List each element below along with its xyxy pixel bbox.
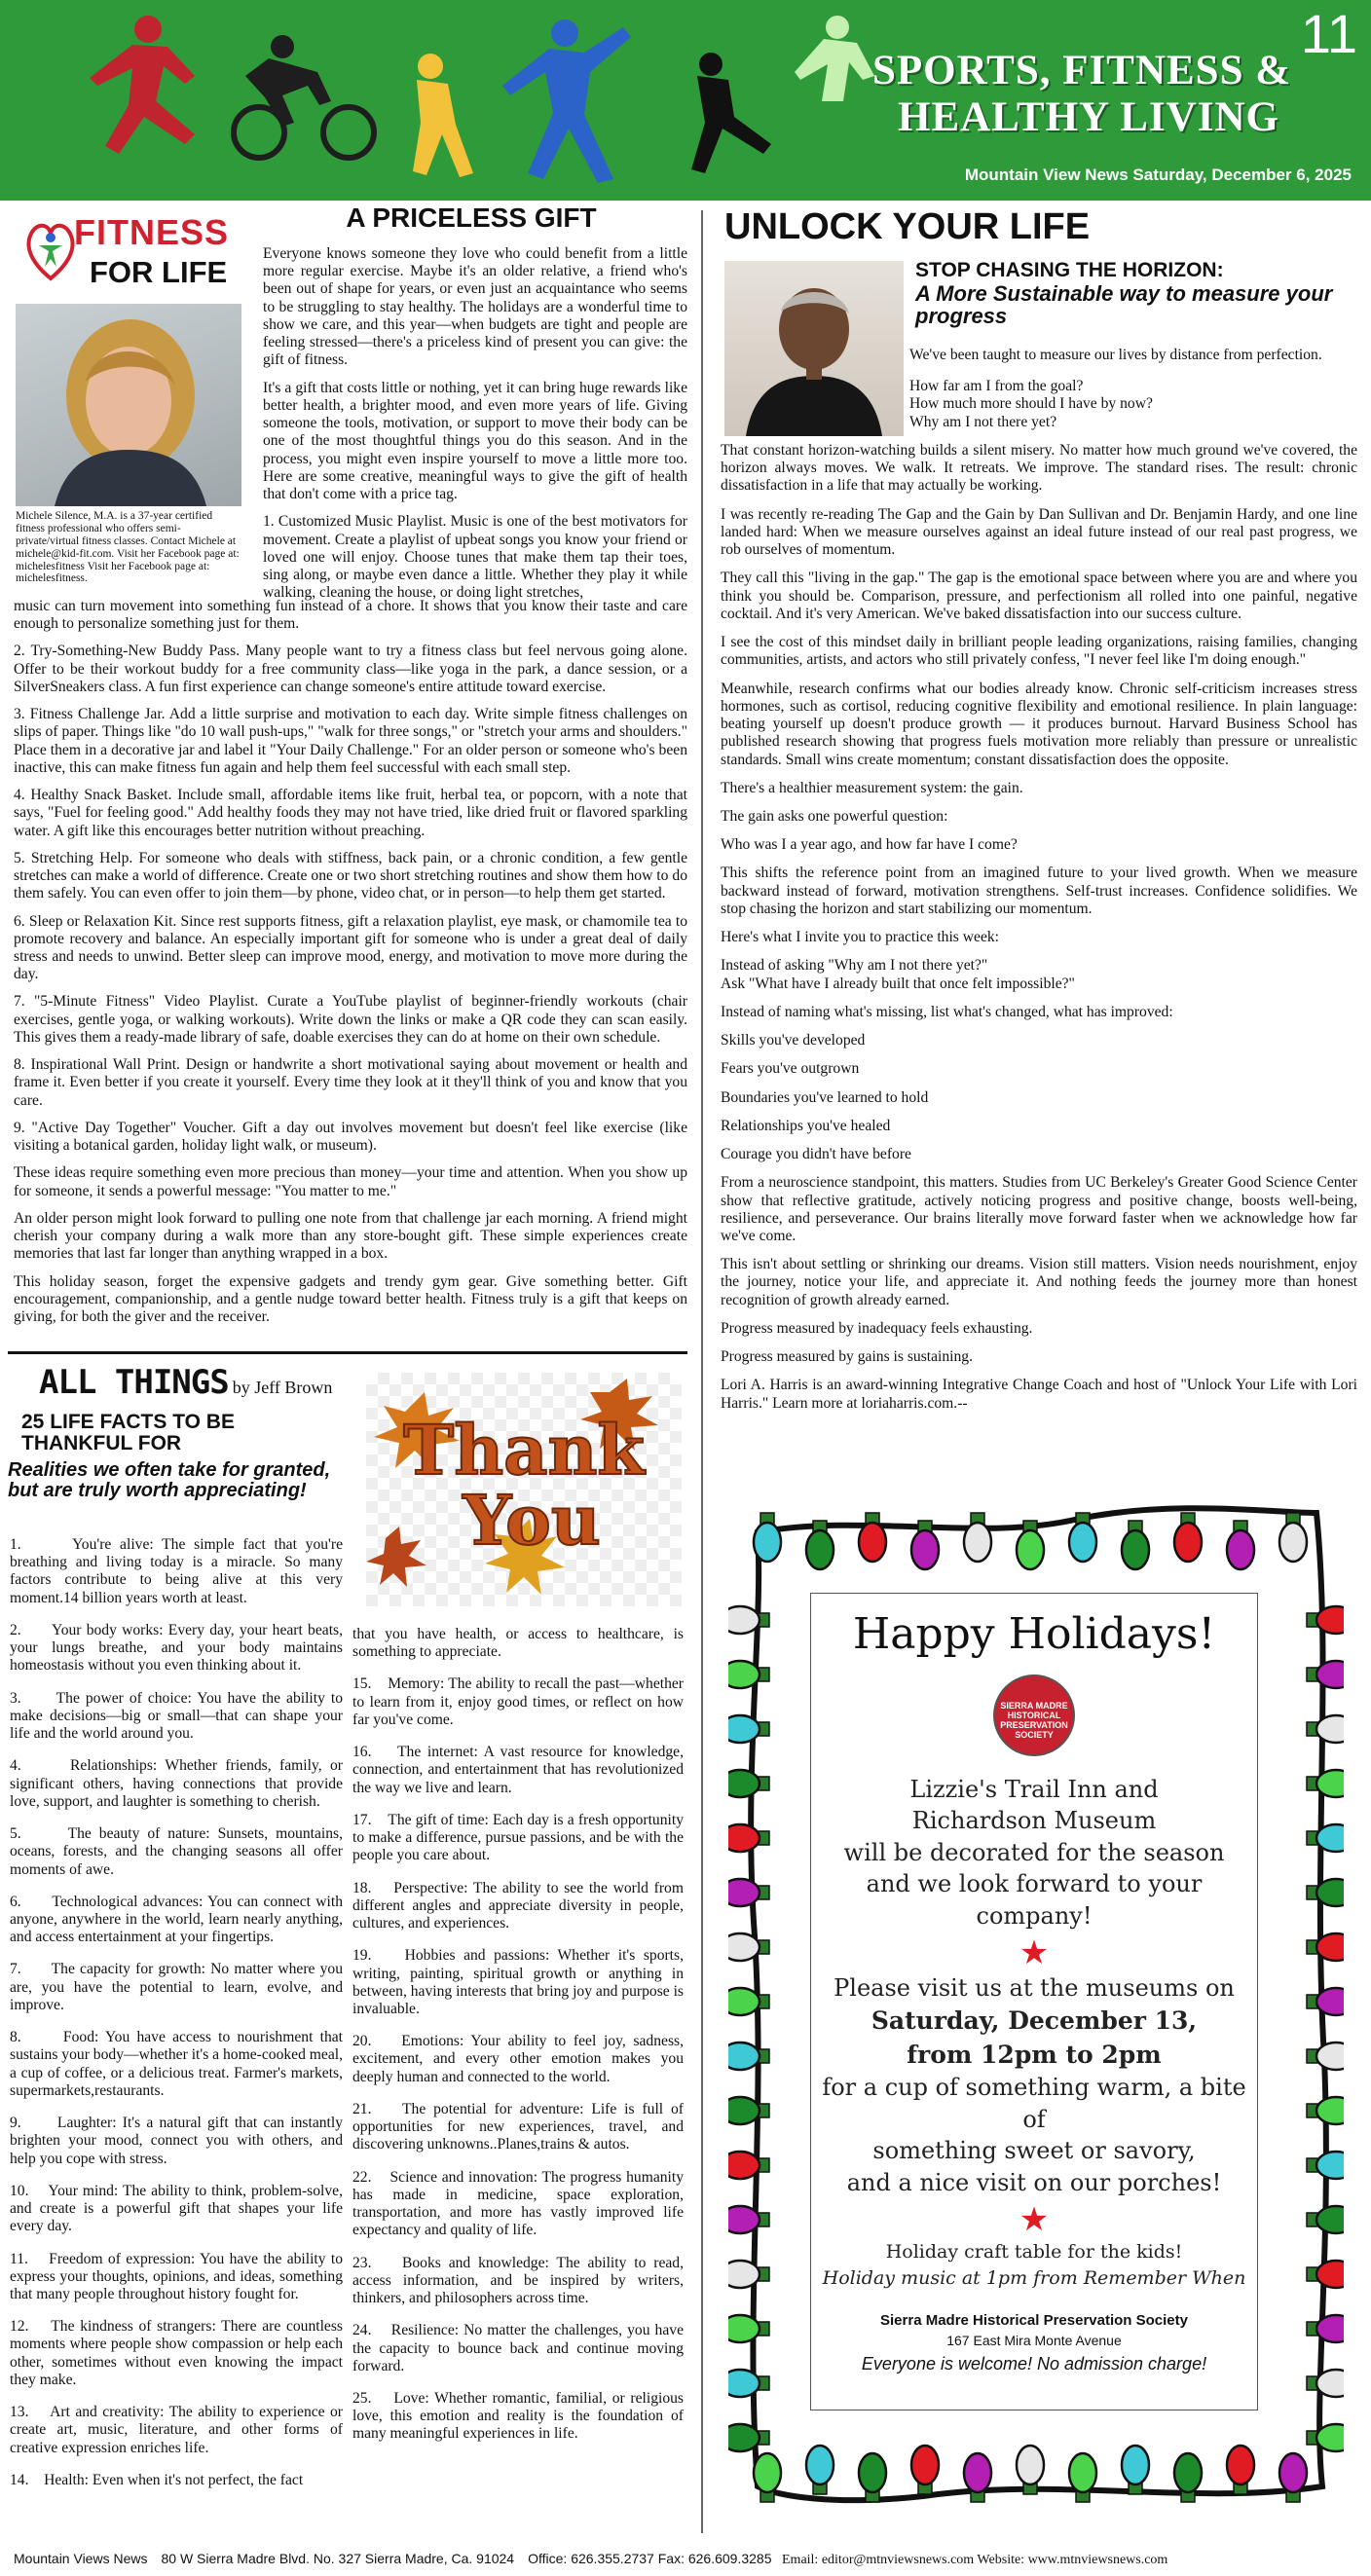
paragraph: Instead of asking "Why am I not there yet?" bbox=[721, 957, 988, 975]
holiday-advertisement bbox=[728, 1474, 1344, 2529]
author-photo-michele bbox=[16, 304, 241, 506]
list-item: 25. Love: Whether romantic, familial, or religious love, this emotion and reality is the foundation of many meaningful experiences in life. bbox=[352, 2389, 684, 2443]
life-facts-subhead: Realities we often take for granted, but are truly worth appreciating! bbox=[8, 1459, 331, 1501]
paragraph: Ask "What have I already built that once felt impossible?" bbox=[721, 975, 1075, 992]
paragraph: Progress measured by inadequacy feels exhausting. bbox=[721, 1319, 1033, 1337]
list-item: 17. The gift of time: Each day is a fresh opportunity to make a difference, pursue passions, and be with the people you care about. bbox=[352, 1811, 684, 1864]
list-item: 13. Art and creativity: The ability to experience or create art, music, literature, and other forms of creative expression enriches life. bbox=[10, 2404, 343, 2456]
list-item: 7. The capacity for growth: No matter where you are, you have the potential to learn, evolve, and improve. bbox=[10, 1961, 343, 2013]
byline: by Jeff Brown bbox=[232, 1378, 333, 1397]
light-bulb-icon bbox=[728, 2424, 769, 2451]
light-bulb-icon bbox=[728, 1988, 769, 2015]
all-things-column-title bbox=[39, 1363, 332, 1402]
priceless-gift-wrapped-text bbox=[263, 245, 687, 611]
list-item: 18. Perspective: The ability to see the world from different angles and appreciate diversity in people, cultures, and experiences. bbox=[352, 1879, 684, 1932]
heart-figure-icon bbox=[23, 216, 78, 284]
life-facts-column-2 bbox=[352, 1626, 684, 2458]
footer-address: 80 W Sierra Madre Blvd. No. 327 Sierra Madre, Ca. 91024 bbox=[161, 2551, 515, 2566]
light-bulb-icon bbox=[964, 1513, 991, 1562]
event-line: for a cup of something warm, a bite of bbox=[822, 2074, 1246, 2133]
paragraph: These ideas require something even more precious than money—your time and attention. When you show up for someone, it sends a powerful message: "You matter to me." bbox=[14, 1164, 687, 1199]
light-bulb-icon bbox=[1307, 2042, 1344, 2070]
list-item: Boundaries you've learned to hold bbox=[721, 1088, 929, 1106]
paragraph: How much more should I have by now? bbox=[909, 395, 1153, 413]
light-bulb-icon bbox=[1227, 1521, 1254, 1569]
holiday-card bbox=[810, 1593, 1258, 2410]
dateline: Mountain View News Saturday, December 6, 2025 bbox=[964, 166, 1352, 184]
paragraph: That constant horizon-watching builds a silent misery. No matter how much ground we've covered, the horizon always moves. We walk. It retreats. We improve. The standard rises. The result: chronic dissatisfaction in a life that may actually be working. bbox=[721, 442, 1357, 495]
light-bulb-icon bbox=[728, 2315, 769, 2342]
paragraph: From a neuroscience standpoint, this matters. Studies from UC Berkeley's Greater Good Science Center show that reflective gratitude, actively noticing progress and positive change, boosts well-being, resilience, and perseverance. Our brains literally move forward faster when we acknowledge how far we've come. bbox=[721, 1174, 1357, 1244]
page-number: 11 bbox=[1300, 3, 1357, 64]
paragraph: Who was I a year ago, and how far have I come? bbox=[721, 836, 1018, 854]
light-bulb-icon bbox=[1279, 1513, 1307, 1562]
event-time: from 12pm to 2pm bbox=[907, 2041, 1162, 2070]
list-item: 19. Hobbies and passions: Whether it's sports, writing, painting, spiritual growth or anything in between, having interests that bring joy and purpose is invaluable. bbox=[352, 1947, 684, 2017]
light-bulb-icon bbox=[806, 2446, 834, 2494]
paragraph: I was recently re-reading The Gap and the Gain by Dan Sullivan and Dr. Benjamin Hardy, and one line landed hard: When we measure ourselves against an ideal future instead of our real past progress, we rob ourselves of momentum. bbox=[721, 505, 1357, 559]
fitness-for-life-logo bbox=[23, 212, 257, 300]
star-icon: ★ bbox=[1019, 1934, 1050, 1971]
welcome-note: Everyone is welcome! No admission charge! bbox=[861, 2354, 1207, 2374]
thank-text: Thank bbox=[403, 1410, 645, 1490]
paragraph: How far am I from the goal? bbox=[909, 378, 1084, 395]
paragraph: 4. Healthy Snack Basket. Include small, affordable items like fruit, herbal tea, or popcorn, with a note that says, "Fuel for feeling good." Add healthy foods they may not have tried, like dried fruit or flavored sparkling water. A gift like this encourages better nutrition without preaching. bbox=[14, 787, 687, 839]
light-bulb-icon bbox=[1279, 2453, 1307, 2502]
light-bulb-icon bbox=[1307, 2424, 1344, 2451]
page-footer bbox=[14, 2551, 1367, 2568]
event-line: Holiday craft table for the kids! bbox=[885, 2240, 1183, 2263]
logo-fitness-text: FITNESS bbox=[74, 212, 230, 252]
unlock-body-text bbox=[721, 442, 1357, 1423]
light-bulb-icon bbox=[1307, 2152, 1344, 2179]
paragraph: 9. "Active Day Together" Voucher. Gift a day out involves movement but doesn't feel like exercise (like visiting a botanical garden, holiday light walk, or museum). bbox=[14, 1119, 687, 1155]
light-bulb-icon bbox=[728, 1770, 769, 1797]
masthead-banner bbox=[0, 0, 1371, 201]
paragraph: The gain asks one powerful question: bbox=[721, 807, 948, 825]
light-bulb-icon bbox=[1122, 1521, 1149, 1569]
light-bulb-icon bbox=[1307, 2261, 1344, 2288]
light-bulb-icon bbox=[1307, 1933, 1344, 1961]
list-item: 21. The potential for adventure: Life is full of opportunities for new experiences, travel, and discovering unknowns..Planes,trains & autos. bbox=[352, 2100, 684, 2153]
footer-paper-name: Mountain Views News bbox=[14, 2551, 148, 2566]
paragraph: Progress measured by gains is sustaining. bbox=[721, 1348, 974, 1366]
event-line: will be decorated for the season bbox=[843, 1838, 1225, 1866]
list-item: 16. The internet: A vast resource for knowledge, connection, and entertainment that has revolutionized the way we live and learn. bbox=[352, 1744, 684, 1796]
footer-contact: Email: editor@mtnviewsnews.com Website: www.mtnviewsnews.com bbox=[782, 2553, 1168, 2567]
light-bulb-icon bbox=[1122, 2446, 1149, 2494]
paragraph: This shifts the reference point from an imagined future to your lived growth. When we measure backward instead of forward, motivation strengthens. Self-trust increases. Confidence solidifies. We stop chasing the horizon and start stabilizing our momentum. bbox=[721, 865, 1357, 917]
light-bulb-icon bbox=[1307, 2315, 1344, 2342]
paragraph: It's a gift that costs little or nothing, yet it can bring huge rewards like better health, a brighter mood, and even more years of life. Giving someone the tools, motivation, or support to move their body can be one of the most thoughtful things you do this season. And in the process, you might even inspire yourself to move a little more too. Here are some creative, meaningful ways to give the gift of health that don't come with a price tag. bbox=[263, 379, 687, 503]
light-bulb-icon bbox=[728, 1824, 769, 1852]
unlock-intro-text bbox=[909, 347, 1357, 431]
life-facts-headline: 25 LIFE FACTS TO BE THANKFUL FOR bbox=[21, 1411, 235, 1455]
list-item: 14. Health: Even when it's not perfect, the fact bbox=[10, 2471, 304, 2488]
light-bulb-icon bbox=[1307, 1824, 1344, 1852]
light-bulb-icon bbox=[1307, 1988, 1344, 2015]
light-bulb-icon bbox=[1307, 2370, 1344, 2397]
paragraph: Everyone knows someone they love who could benefit from a little more regular exercise. Maybe it's an older relative, a friend who's been out of shape for years, or even just an acquaintance who seems to be struggling to stay healthy. The holidays are a wonderful time to show we care, and this year—when budgets are tight and people are feeling stressed—there's a priceless kind of present you can give: the gift of fitness. bbox=[263, 245, 687, 369]
paragraph: Lori A. Harris is an award-winning Integrative Change Coach and host of "Unlock Your Life with Lori Harris." Learn more at loriaharris.com.-- bbox=[721, 1377, 1357, 1412]
paragraph: There's a healthier measurement system: the gain. bbox=[721, 779, 1023, 796]
list-item: 2. Your body works: Every day, your heart beats, your lungs breathe, and your body maintains homeostasis without you even thinking about it. bbox=[10, 1621, 343, 1674]
logo-for-life-text: FOR LIFE bbox=[90, 255, 228, 289]
list-item: 10. Your mind: The ability to think, problem-solve, and create is a powerful gift that shapes your life every day. bbox=[10, 2182, 343, 2235]
paragraph: 8. Inspirational Wall Print. Design or handwrite a short motivational saying about movement or health and frame it. Even better if you create it yourself. Every time they look at it they'll think of you and know that you care. bbox=[14, 1056, 687, 1109]
list-item: 9. Laughter: It's a natural gift that can instantly brighten your mood, connect you with others, and help you cope with stress. bbox=[10, 2115, 343, 2167]
sustainable-way-subhead: A More Sustainable way to measure your progress bbox=[915, 281, 1333, 329]
event-line: Holiday music at 1pm from Remember When bbox=[822, 2267, 1246, 2290]
light-bulb-icon bbox=[728, 2042, 769, 2070]
paragraph: Here's what I invite you to practice this week: bbox=[721, 929, 1000, 946]
list-item: 15. Memory: The ability to recall the past—whether to learn from it, enjoy good times, or reflect on how far you've come. bbox=[352, 1675, 684, 1728]
section-title-line1: SPORTS, FITNESS & bbox=[872, 48, 1292, 93]
list-item: Courage you didn't have before bbox=[721, 1146, 911, 1163]
organization-name: Sierra Madre Historical Preservation Society bbox=[880, 2312, 1188, 2329]
athletes-silhouette-graphic bbox=[39, 8, 876, 199]
paragraph: Instead of naming what's missing, list what's changed, what has improved: bbox=[721, 1003, 1173, 1020]
light-bulb-icon bbox=[728, 2370, 769, 2397]
paragraph: This isn't about settling or shrinking our dreams. Vision still matters. Vision needs nourishment, enjoy the journey, notice your life, and appreciate it. And nothing feeds the journey more than honest recognition of growth already earned. bbox=[721, 1256, 1357, 1308]
light-bulb-icon bbox=[1307, 1661, 1344, 1688]
paragraph: An older person might look forward to pulling one note from that challenge jar each morning. A friend might cherish your company during a walk more than any store-bought gift. These simple experiences create memories that last far longer than anything wrapped in a box. bbox=[14, 1209, 687, 1263]
section-divider bbox=[8, 1351, 687, 1354]
organization-address: 167 East Mira Monte Avenue bbox=[946, 2333, 1122, 2348]
light-bulb-icon bbox=[1307, 1606, 1344, 1634]
star-icon: ★ bbox=[1019, 2201, 1050, 2238]
light-bulb-icon bbox=[964, 2453, 991, 2502]
you-text: You bbox=[463, 1480, 601, 1561]
column-rule bbox=[701, 210, 703, 2533]
paragraph: I see the cost of this mindset daily in brilliant people leading organizations, raising families, changing communities, artists, and actors who still privately confess, "I never feel like I'm doing enough." bbox=[721, 634, 1357, 669]
section-title-line2: HEALTHY LIVING bbox=[898, 94, 1279, 140]
light-bulb-icon bbox=[728, 2261, 769, 2288]
list-item: 8. Food: You have access to nourishment that sustains your body—whether it's a home-cooked meal, a cup of coffee, or a delicious treat. Farmer's markets, supermarkets,restaurants. bbox=[10, 2029, 343, 2099]
light-bulb-icon bbox=[1307, 1770, 1344, 1797]
light-bulb-icon bbox=[859, 2453, 886, 2502]
light-bulb-icon bbox=[1307, 2206, 1344, 2233]
event-line: something sweet or savory, bbox=[872, 2137, 1196, 2165]
list-item: Relationships you've healed bbox=[721, 1117, 891, 1134]
list-item: 1. You're alive: The simple fact that you're breathing and living today is a miracle. So many factors contribute to being alive at this very moment.14 billion years worth at least. bbox=[10, 1536, 343, 1606]
light-bulb-icon bbox=[728, 1661, 769, 1688]
light-bulb-icon bbox=[728, 1879, 769, 1906]
list-item: 5. The beauty of nature: Sunsets, mountains, oceans, forests, and the changing seasons all offer moments of awe. bbox=[10, 1825, 343, 1878]
light-bulb-icon bbox=[1227, 2446, 1254, 2494]
footer-phones: Office: 626.355.2737 Fax: 626.609.3285 bbox=[528, 2551, 772, 2566]
paragraph: 6. Sleep or Relaxation Kit. Since rest supports fitness, gift a relaxation playlist, eye mask, or chamomile tea to promote recovery and balance. An especially important gift for someone who is under a great deal of daily stress and needs to unwind. Better sleep can improve mood, energy, and motivation to move more during the day. bbox=[14, 912, 687, 983]
paragraph: Meanwhile, research confirms what our bodies already know. Chronic self-criticism increases stress hormones, such as cortisol, reducing cognitive flexibility and emotional resilience. In plain language: beating yourself up doesn't produce growth — it produces burnout. Harvard Business School has published research showing that progress fuels motivation more reliably than pressure or unrealistic standards. Small wins create momentum; constant dissatisfaction does the opposite. bbox=[721, 680, 1357, 768]
list-item: 23. Books and knowledge: The ability to read, access information, and be inspired by writers, thinkers, and philosophers across time. bbox=[352, 2254, 684, 2307]
paragraph: 3. Fitness Challenge Jar. Add a little surprise and motivation to each day. Write simple fitness challenges on slips of paper. Things like "do 10 wall push-ups," "walk for three songs," or "stretch your arms and shoulders." Place them in a decorative jar and label it "Your Daily Challenge." For an older person or someone who's been inactive, this can make fitness fun again and help them feel successful with each small step. bbox=[14, 706, 687, 776]
event-line: Please visit us at the museums on bbox=[834, 1973, 1235, 2002]
light-bulb-icon bbox=[728, 1715, 769, 1743]
thank-you-image bbox=[366, 1373, 682, 1606]
light-bulb-icon bbox=[728, 1933, 769, 1961]
paragraph: 7. "5-Minute Fitness" Video Playlist. Curate a YouTube playlist of beginner-friendly workouts (chair exercises, gentle yoga, or walking workouts). Write down the links or make a QR code they can scan easily. This gives them a ready-made library of safe, doable exercises they can do at home on their own schedule. bbox=[14, 993, 687, 1046]
event-line: Lizzie's Trail Inn and bbox=[909, 1776, 1159, 1803]
light-bulb-icon bbox=[1069, 2453, 1096, 2502]
priceless-gift-body bbox=[14, 598, 687, 1336]
list-item: 6. Technological advances: You can connect with anyone, anywhere in the world, learn nearly anything, and access entertainment at your fingertips. bbox=[10, 1893, 343, 1946]
holiday-title: Happy Holidays! bbox=[852, 1609, 1216, 1659]
light-bulb-icon bbox=[728, 2206, 769, 2233]
light-bulb-icon bbox=[1307, 2097, 1344, 2124]
paragraph: 2. Try-Something-New Buddy Pass. Many people want to try a fitness class but feel nervous going alone. Offer to be their workout buddy for a free community class—like yoga in the park, a dance session, or a SilverSneakers class. A fun first experience can change someone's entire attitude toward exercise. bbox=[14, 643, 687, 695]
paragraph: 1. Customized Music Playlist. Music is one of the best motivators for movement. Create a playlist of upbeat songs you know your friend or loved one will enjoy. Choose tunes that make them tap their toes, sing along, or maybe even dance a little. Whether they play it while walking, cleaning the house, or doing light stretches, bbox=[263, 513, 687, 602]
list-item: 22. Science and innovation: The progress humanity has made in medicine, space exploration, transportation, and more has vastly improved life expectancy and quality of life. bbox=[352, 2168, 684, 2239]
list-item: that you have health, or access to healthcare, is something to appreciate. bbox=[352, 1626, 684, 1661]
light-bulb-icon bbox=[1174, 1513, 1202, 1562]
light-bulb-icon bbox=[859, 1513, 886, 1562]
paragraph: This holiday season, forget the expensive gadgets and trendy gym gear. Give something better. Gift encouragement, companionship, and a gentle nudge toward better health. Fitness truly is a gift that keeps on giving, for both the giver and the receiver. bbox=[14, 1272, 687, 1325]
author-caption: Michele Silence, M.A. is a 37-year certified fitness professional who offers semi-private/virtual fitness classes. Contact Michele at michele@kid-fit.com. Visit her Facebook page at: michelesfitness Visit her Facebook page at: michelesfitness. bbox=[16, 510, 240, 585]
list-item: 11. Freedom of expression: You have the ability to express your thoughts, opinions, and ideas, something that many people throughout history fought for. bbox=[10, 2250, 343, 2302]
event-line: and we look forward to your company! bbox=[866, 1870, 1203, 1930]
paragraph: 5. Stretching Help. For someone who deals with stiffness, back pain, or a chronic condition, a few gentle stretches can make a world of difference. Create one or two short stretching routines and show them how to do them safely. You can even offer to join them—by phone, video chat, or in person—to help them get started. bbox=[14, 849, 687, 902]
light-bulb-icon bbox=[754, 1513, 781, 1562]
light-bulb-icon bbox=[728, 2097, 769, 2124]
light-bulb-icon bbox=[911, 2446, 939, 2494]
author-photo-lori-harris bbox=[724, 261, 904, 436]
seal-text: SIERRA MADRE HISTORICAL PRESERVATION SOCIETY bbox=[1000, 1701, 1068, 1740]
paragraph: They call this "living in the gap." The gap is the emotional space between where you are and where you think you should be. Comparison, pressure, and perfectionism all rolled into one painful, negative cocktail. And it's very American. We've baked dissatisfaction into our success culture. bbox=[721, 570, 1357, 622]
event-date: Saturday, December 13, bbox=[871, 2006, 1198, 2036]
list-item: 20. Emotions: Your ability to feel joy, sadness, excitement, and every other emotion makes you deeply human and connected to the world. bbox=[352, 2033, 684, 2085]
list-item: Fears you've outgrown bbox=[721, 1060, 860, 1078]
list-item: 12. The kindness of strangers: There are countless moments where people show compassion or help each other, sometimes without even knowing the impact they make. bbox=[10, 2318, 343, 2388]
preservation-society-seal bbox=[993, 1674, 1075, 1756]
paragraph: We've been taught to measure our lives by distance from perfection. bbox=[909, 347, 1322, 363]
light-bulb-icon bbox=[1307, 1715, 1344, 1743]
unlock-your-life-headline: UNLOCK YOUR LIFE bbox=[724, 206, 1091, 247]
column-title-text: ALL THINGS bbox=[39, 1363, 229, 1402]
priceless-gift-headline: A PRICELESS GIFT bbox=[346, 202, 597, 233]
life-facts-column-1 bbox=[10, 1536, 343, 2504]
light-bulb-icon bbox=[1307, 1879, 1344, 1906]
stop-chasing-subhead: STOP CHASING THE HORIZON: bbox=[915, 259, 1224, 281]
list-item: 3. The power of choice: You have the ability to make decisions—big or small—that can shape your life and the world around you. bbox=[10, 1689, 343, 1743]
paragraph: Why am I not there yet? bbox=[909, 413, 1057, 430]
list-item: 4. Relationships: Whether friends, family, or significant others, having connections that provide love, support, and laughter is something to cherish. bbox=[10, 1757, 343, 1810]
light-bulb-icon bbox=[728, 2152, 769, 2179]
list-item: Skills you've developed bbox=[721, 1032, 866, 1049]
list-item: 24. Resilience: No matter the challenges, you have the capacity to bounce back and continue moving forward. bbox=[352, 2322, 684, 2374]
paragraph: music can turn movement into something fun instead of a chore. It shows that you know their taste and care enough to personalize something just for them. bbox=[14, 598, 687, 633]
event-line: Richardson Museum bbox=[911, 1807, 1157, 1835]
event-line: and a nice visit on our porches! bbox=[846, 2168, 1222, 2196]
light-bulb-icon bbox=[728, 1606, 769, 1634]
